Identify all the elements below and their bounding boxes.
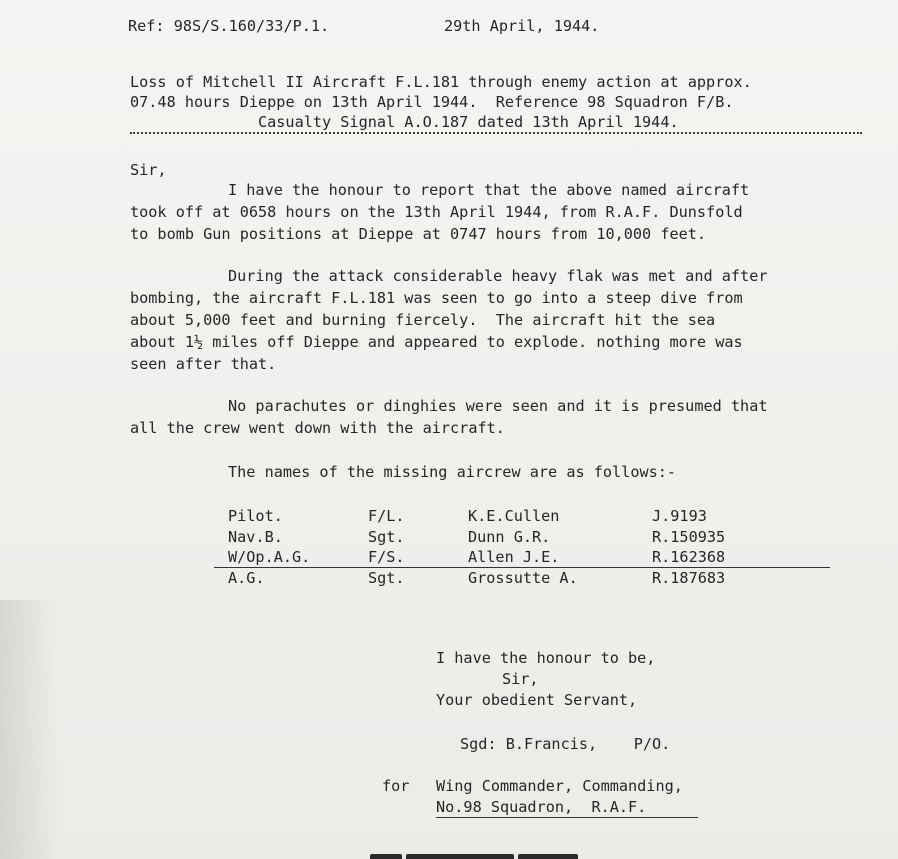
para1-line1: I have the honour to report that the above named aircraft	[228, 181, 750, 199]
para3-line1: No parachutes or dinghies were seen and it is presumed that	[228, 397, 768, 415]
salutation: Sir,	[130, 161, 167, 179]
scroll-tab	[406, 854, 514, 859]
crew-service-number: R.150935	[652, 528, 726, 546]
page-edge-shadow	[0, 600, 60, 859]
subject-underline	[130, 132, 862, 134]
crew-rank: F/S.	[368, 548, 405, 566]
crew-rank: Sgt.	[368, 528, 405, 546]
commander-line-2: No.98 Squadron, R.A.F.	[436, 798, 647, 816]
para2-line2: bombing, the aircraft F.L.181 was seen to go into a steep dive from	[130, 289, 743, 307]
crew-service-number: R.187683	[652, 569, 726, 587]
closing-line-3: Your obedient Servant,	[436, 691, 638, 709]
subject-line-2: 07.48 hours Dieppe on 13th April 1944. Reference 98 Squadron F/B.	[130, 93, 734, 111]
scroll-tab	[518, 854, 578, 859]
crew-intro: The names of the missing aircrew are as follows:-	[228, 463, 677, 481]
crew-role: W/Op.A.G.	[228, 548, 311, 566]
crew-rank: F/L.	[368, 507, 405, 525]
para2-line5: seen after that.	[130, 355, 277, 373]
signature-line: Sgd: B.Francis, P/O.	[460, 735, 671, 753]
crew-role: Nav.B.	[228, 528, 283, 546]
para2-line1: During the attack considerable heavy flak was met and after	[228, 267, 768, 285]
para1-line2: took off at 0658 hours on the 13th April 1944, from R.A.F. Dunsfold	[130, 203, 743, 221]
subject-line-3: Casualty Signal A.O.187 dated 13th April 1944.	[258, 113, 679, 131]
scroll-tab	[370, 854, 402, 859]
crew-service-number: R.162368	[652, 548, 726, 566]
crew-name: Grossutte A.	[468, 569, 578, 587]
for-label: for	[382, 777, 410, 795]
crew-rank: Sgt.	[368, 569, 405, 587]
para2-line4: about 1½ miles off Dieppe and appeared to explode. nothing more was	[130, 333, 743, 351]
crew-role: A.G.	[228, 569, 265, 587]
crew-service-number: J.9193	[652, 507, 707, 525]
closing-line-1: I have the honour to be,	[436, 649, 656, 667]
closing-line-2: Sir,	[502, 670, 539, 688]
document-date: 29th April, 1944.	[444, 17, 600, 35]
subject-line-1: Loss of Mitchell II Aircraft F.L.181 through enemy action at approx.	[130, 73, 752, 91]
crew-name: Allen J.E.	[468, 548, 560, 566]
para3-line2: all the crew went down with the aircraft.	[130, 419, 505, 437]
crew-name: Dunn G.R.	[468, 528, 551, 546]
para2-line3: about 5,000 feet and burning fiercely. The aircraft hit the sea	[130, 311, 716, 329]
commander-underline	[436, 817, 698, 818]
crew-name: K.E.Cullen	[468, 507, 560, 525]
commander-line-1: Wing Commander, Commanding,	[436, 777, 683, 795]
reference-number: Ref: 98S/S.160/33/P.1.	[128, 17, 330, 35]
crew-role: Pilot.	[228, 507, 283, 525]
para1-line3: to bomb Gun positions at Dieppe at 0747 hours from 10,000 feet.	[130, 225, 707, 243]
